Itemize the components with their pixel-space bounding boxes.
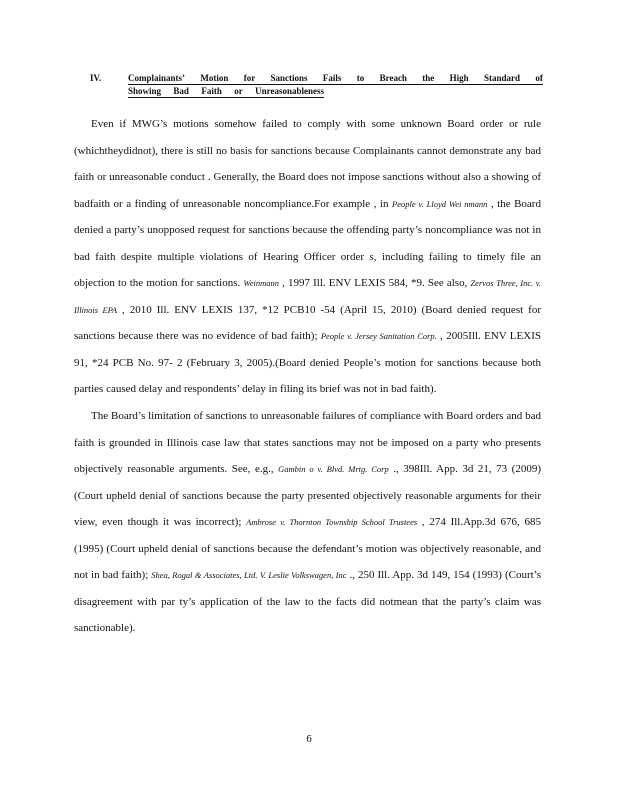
case-citation: Shea, Rogal & Associates, Ltd. V. Leslie Volkswagen, Inc xyxy=(151,570,347,581)
section-title-line-1 xyxy=(128,72,543,85)
heading-word: for xyxy=(243,73,256,83)
paragraph-1 xyxy=(74,111,541,403)
body-text xyxy=(74,111,541,642)
heading-word: Fails xyxy=(322,73,342,83)
paragraph-text: Even if MWG’s motions somehow failed to comply with some unknown Board order or rule (whichtheydidnot), there is still no basis for sanctions because Complainants cannot demonstrate any bad faith or unreasonable conduct . Generally, the Board does not impose sanctions without also a showing of badfaith or a finding of unreasonable noncompliance.For example , in xyxy=(74,118,541,210)
paragraph-text: , the Board denied a party’s unopposed request for sanctions because the offending party’s noncompliance was not in bad faith despite multiple violations of Hearing Officer order s, including failing to timely file an objection to the motion for sanctions. xyxy=(74,197,541,290)
heading-word: Standard xyxy=(484,73,521,83)
heading-word: Bad xyxy=(173,86,189,96)
page-number: 6 xyxy=(306,733,312,745)
paragraph-text: The Board’s limitation of sanctions to unreasonable failures of compliance with Board orders and bad faith is grounded in Illinois case law that states sanctions may not be imposed on a party who presents objectively reasonable arguments. See, e.g., xyxy=(74,410,541,476)
heading-word: of xyxy=(535,73,543,83)
case-citation: Zervos Three, Inc. v. Illinois EPA xyxy=(74,278,541,315)
paragraph-text: ., 398Ill. App. 3d 21, 73 (2009) (Court upheld denial of sanctions because the party presented objectively reasonable arguments for their view, even though it was incorrect); xyxy=(74,463,541,529)
heading-word: Unreasonableness xyxy=(255,86,324,96)
paragraph-2 xyxy=(74,403,541,642)
paragraph-text: , 2010 Ill. ENV LEXIS 137, *12 PCB10 -54 (April 15, 2010) (Board denied request for sanctions because there was no evidence of bad faith); xyxy=(74,303,541,343)
heading-word: the xyxy=(422,73,435,83)
case-citation: Weinmann xyxy=(243,278,279,289)
paragraph-text: , 2005Ill. ENV LEXIS 91, *24 PCB No. 97- 2 (February 3, 2005).(Board denied People’s motion for sanctions because both parties caused delay and respondents’ delay in filing its brief was not in bad faith). xyxy=(74,330,541,396)
paragraph-text: ., 250 Ill. App. 3d 149, 154 (1993) (Court’s disagreement with par ty’s application of the law to the facts did notmean that the party’s claim was sanctionable). xyxy=(74,569,541,635)
heading-word: Motion xyxy=(200,73,229,83)
section-number: IV. xyxy=(90,73,102,83)
case-citation: Gambin o v. Blvd. Mrtg. Corp xyxy=(278,464,389,475)
heading-word: Sanctions xyxy=(270,73,308,83)
heading-word: Breach xyxy=(379,73,407,83)
heading-word: or xyxy=(234,86,243,96)
case-citation: People v. Jersey Sanitation Corp. xyxy=(320,331,437,342)
heading-word: Complainants’ xyxy=(128,73,186,83)
paragraph-text: , 274 Ill.App.3d 676, 685 (1995) (Court upheld denial of sanctions because the defendant’s motion was objectively reasonable, and not in bad faith); xyxy=(74,516,541,582)
case-citation: Ambrose v. Thornton Township School Trustees xyxy=(246,517,418,528)
case-citation: People v. Lloyd Wei nmann xyxy=(392,198,488,209)
heading-word: to xyxy=(356,73,365,83)
paragraph-text: , 1997 Ill. ENV LEXIS 584, *9. See also, xyxy=(278,277,471,290)
section-title-line-2 xyxy=(128,85,324,98)
heading-word: Showing xyxy=(128,86,162,96)
heading-word: Faith xyxy=(201,86,222,96)
heading-word: High xyxy=(449,73,469,83)
